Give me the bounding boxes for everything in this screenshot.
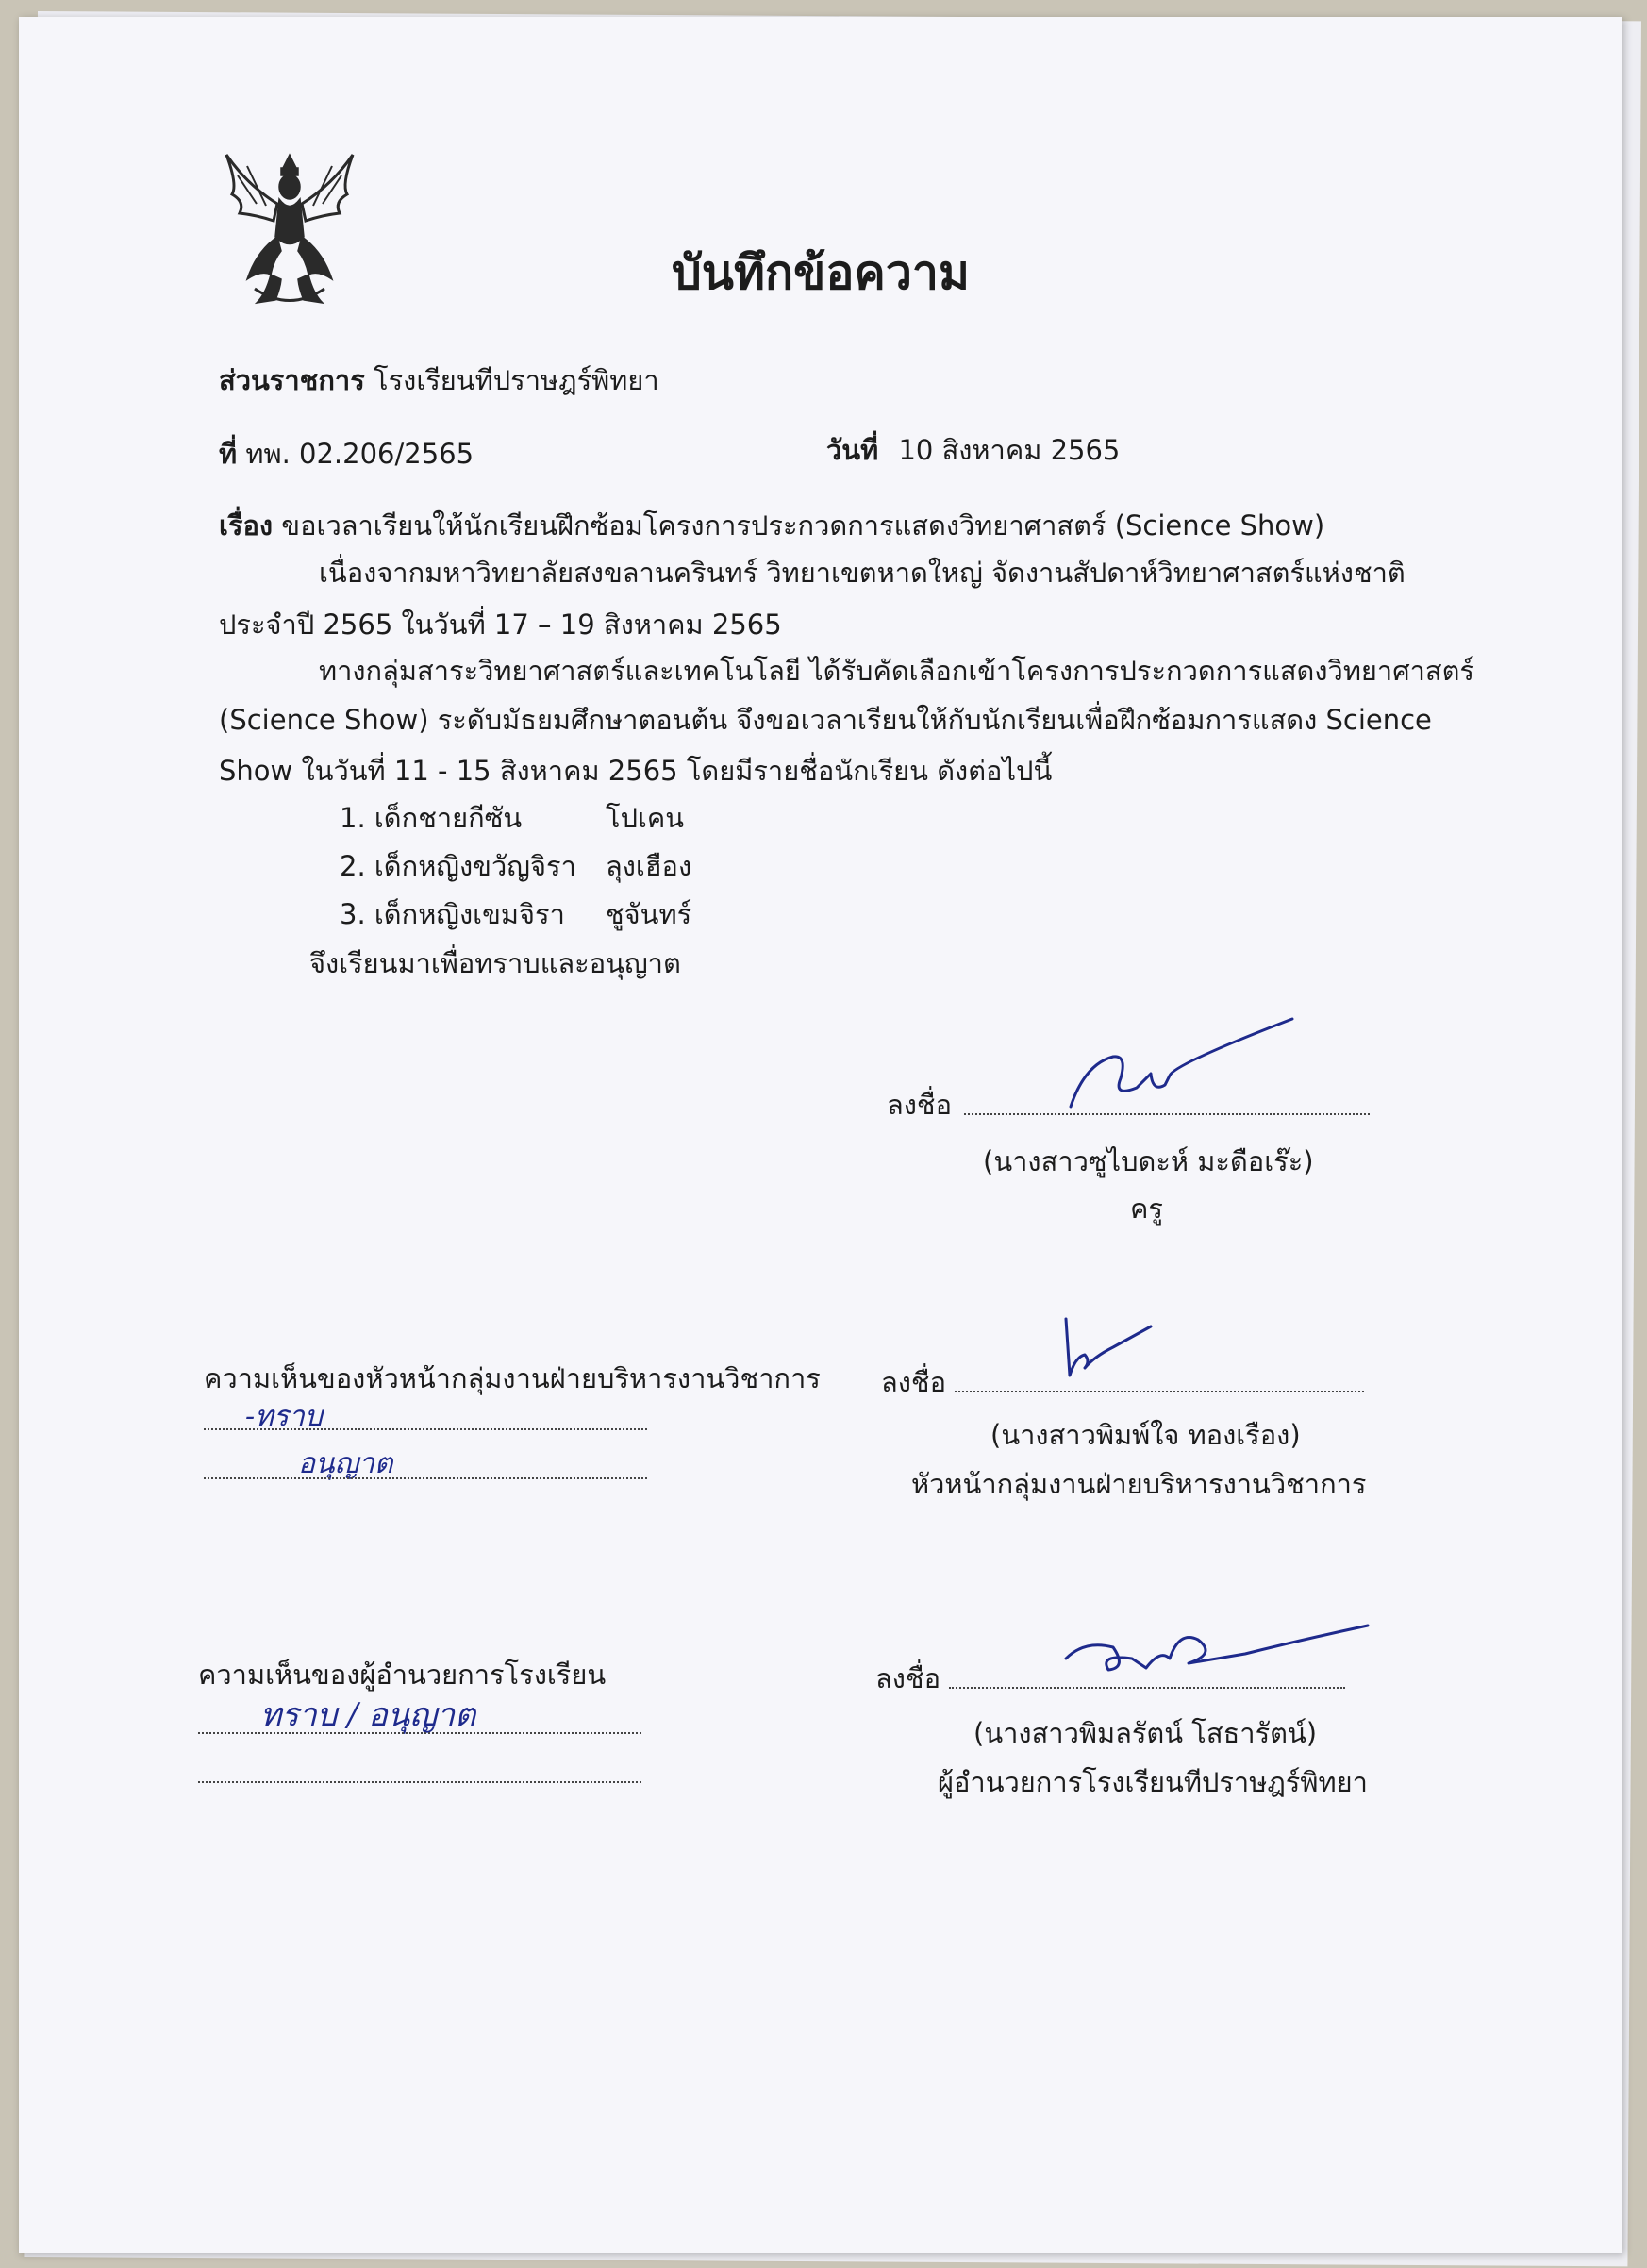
para1-line1: เนื่องจากมหาวิทยาลัยสงขลานครินทร์ วิทยาเขตหาดใหญ่ จัดงานสัปดาห์วิทยาศาสตร์แห่งชาติ: [319, 557, 1406, 589]
director-opinion-line-2: [198, 1781, 641, 1783]
date-label: วันที่: [826, 434, 879, 466]
reference-label: ที่: [219, 438, 238, 470]
agency-value: โรงเรียนทีปราษฎร์พิทยา: [374, 364, 659, 396]
director-opinion-label: ความเห็นของผู้อำนวยการโรงเรียน: [198, 1659, 607, 1691]
director-signature: [1056, 1611, 1377, 1696]
closing-text: จึงเรียนมาเพื่อทราบและอนุญาต: [309, 947, 681, 979]
reference-value: ทพ. 02.206/2565: [245, 438, 474, 470]
director-name: (นางสาวพิมลรัตน์ โสธารัตน์): [973, 1717, 1318, 1749]
student-first-name: 3. เด็กหญิงเขมจิรา: [340, 898, 565, 930]
head-opinion-line-1: [204, 1428, 647, 1430]
head-opinion-line-2: [204, 1477, 647, 1479]
head-sign-label: ลงชื่อ: [881, 1366, 947, 1398]
director-handwritten-note: ทราบ / อนุญาต: [260, 1696, 476, 1734]
para2-line1: ทางกลุ่มสาระวิทยาศาสตร์และเทคโนโลยี ได้รับคัดเลือกเข้าโครงการประกวดการแสดงวิทยาศาสตร์: [319, 655, 1475, 687]
student-last-name: ลุงเฮือง: [606, 850, 692, 882]
para2-line2: (Science Show) ระดับมัธยมศึกษาตอนต้น จึงขอเวลาเรียนให้กับนักเรียนเพื่อฝึกซ้อมการแสดง Science: [219, 704, 1432, 736]
para1-line2: ประจำปี 2565 ในวันที่ 17 – 19 สิงหาคม 2565: [219, 609, 782, 641]
memo-page: [19, 17, 1622, 2253]
director-position: ผู้อำนวยการโรงเรียนทีปราษฎร์พิทยา: [938, 1766, 1368, 1798]
head-position: หัวหน้ากลุ่มงานฝ่ายบริหารงานวิชาการ: [911, 1468, 1367, 1500]
student-last-name: ชูจันทร์: [606, 898, 692, 930]
student-list-item: [340, 792, 684, 844]
teacher-name: (นางสาวซูไบดะห์ มะดือเร๊ะ): [983, 1145, 1314, 1177]
student-first-name: 1. เด็กชายกีซัน: [340, 802, 523, 834]
agency-label: ส่วนราชการ: [219, 364, 365, 396]
agency-row: [219, 359, 659, 402]
teacher-position: ครู: [1130, 1192, 1163, 1225]
date-row: [826, 428, 1120, 472]
memo-title: บันทึกข้อความ: [672, 245, 970, 300]
head-handwritten-note-2: อนุญาต: [298, 1447, 393, 1480]
student-last-name: โปเคน: [606, 802, 685, 834]
student-list-item: [340, 841, 691, 892]
para2-line3: Show ในวันที่ 11 - 15 สิงหาคม 2565 โดยมีรายชื่อนักเรียน ดังต่อไปนี้: [219, 755, 1053, 787]
head-opinion-label: ความเห็นของหัวหน้ากลุ่มงานฝ่ายบริหารงานวิชาการ: [204, 1362, 821, 1394]
director-sign-label: ลงชื่อ: [875, 1662, 941, 1694]
student-list-item: [340, 889, 691, 941]
subject-value: ขอเวลาเรียนให้นักเรียนฝึกซ้อมโครงการประกวดการแสดงวิทยาศาสตร์ (Science Show): [281, 509, 1325, 542]
head-signature: [1056, 1309, 1170, 1385]
head-sign-line: [955, 1391, 1364, 1392]
date-value: 10 สิงหาคม 2565: [898, 434, 1121, 466]
head-handwritten-note-1: -ทราบ: [245, 1400, 323, 1433]
subject-label: เรื่อง: [219, 509, 274, 542]
subject-row: [219, 504, 1324, 547]
teacher-sign-label: ลงชื่อ: [887, 1089, 953, 1121]
student-first-name: 2. เด็กหญิงขวัญจิรา: [340, 850, 576, 882]
teacher-signature: [1047, 998, 1302, 1121]
director-opinion-line-1: [198, 1732, 641, 1734]
reference-row: [219, 432, 474, 475]
head-name: (นางสาวพิมพ์ใจ ทองเรือง): [990, 1419, 1301, 1451]
